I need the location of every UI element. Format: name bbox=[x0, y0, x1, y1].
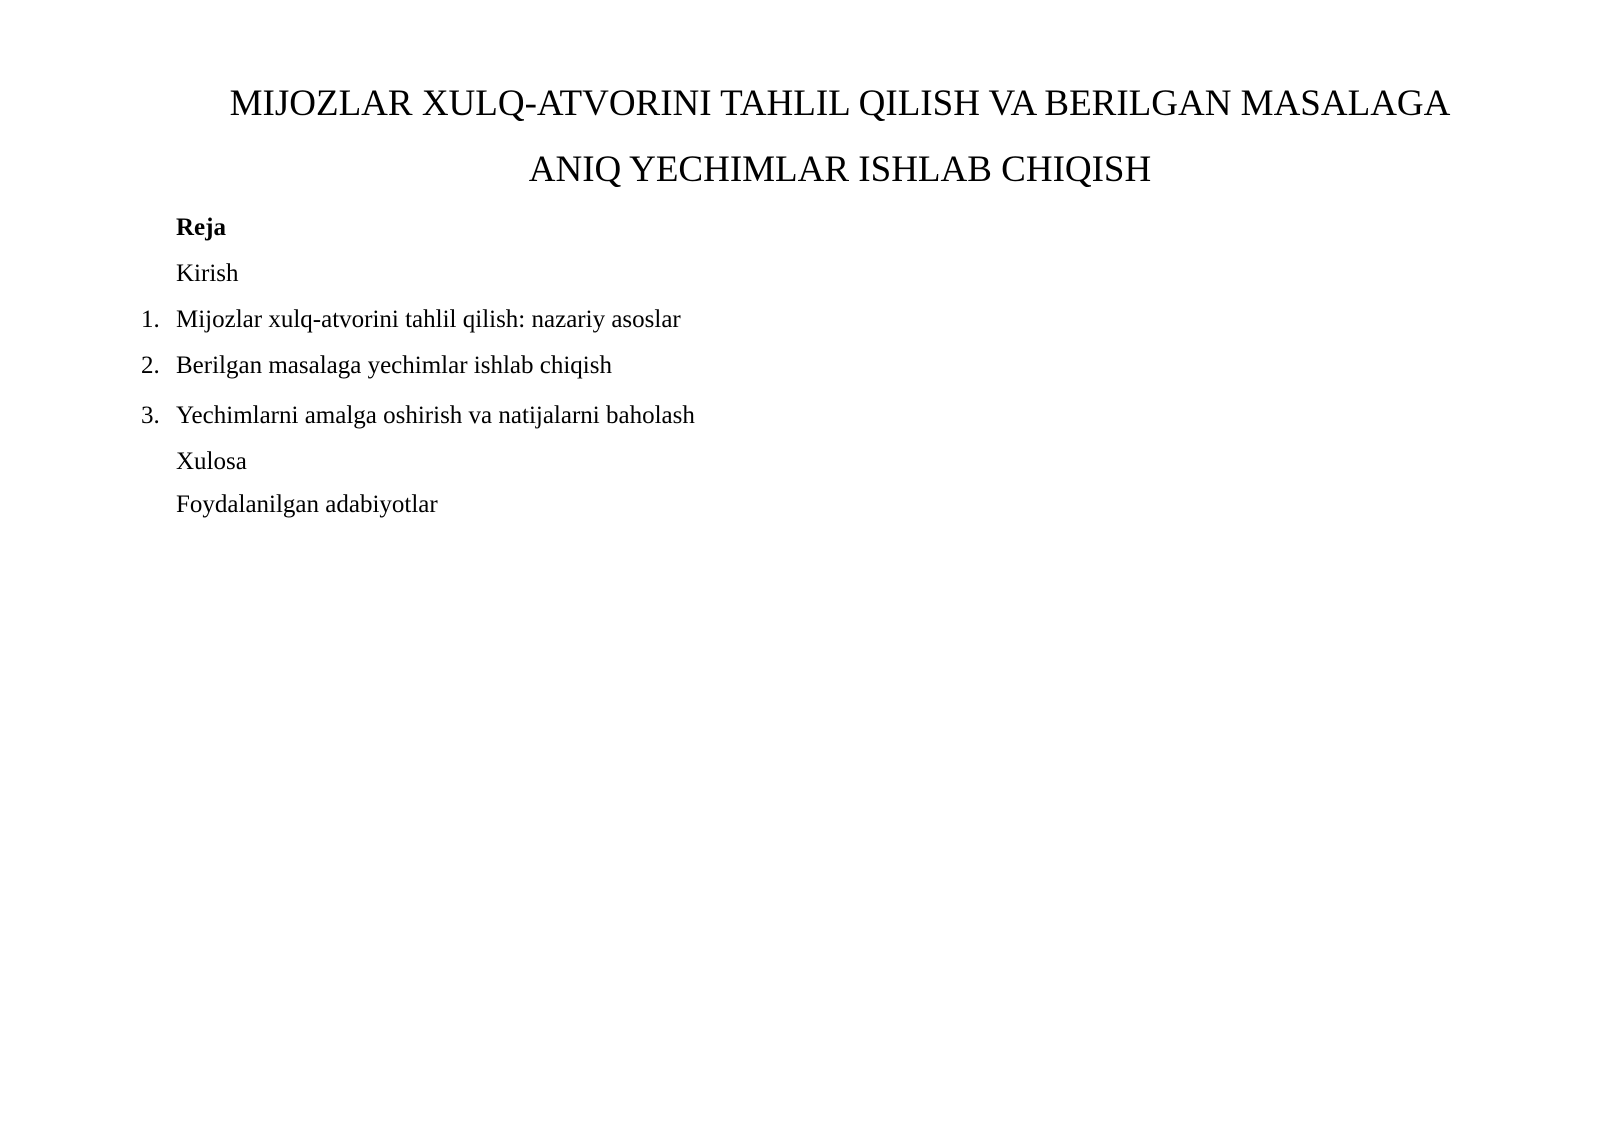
plan-item-3-text: Yechimlarni amalga oshirish va natijalarni baholash bbox=[176, 402, 695, 429]
plan-item-1-text: Mijozlar xulq-atvorini tahlil qilish: nazariy asoslar bbox=[176, 306, 681, 333]
plan-conclusion: Xulosa bbox=[176, 448, 247, 475]
document-title-line-2: ANIQ YECHIMLAR ISHLAB CHIQISH bbox=[528, 149, 1152, 190]
plan-intro: Kirish bbox=[176, 260, 239, 287]
plan-item-1-number: 1. bbox=[141, 306, 160, 333]
plan-item-2-number: 2. bbox=[141, 352, 160, 379]
plan-references: Foydalanilgan adabiyotlar bbox=[176, 491, 438, 518]
document-title-line-1: MIJOZLAR XULQ-ATVORINI TAHLIL QILISH VA BERILGAN MASALAGA bbox=[229, 83, 1451, 124]
plan-item-3-number: 3. bbox=[141, 402, 160, 429]
plan-item-2-text: Berilgan masalaga yechimlar ishlab chiqish bbox=[176, 352, 612, 379]
plan-heading: Reja bbox=[176, 214, 226, 241]
